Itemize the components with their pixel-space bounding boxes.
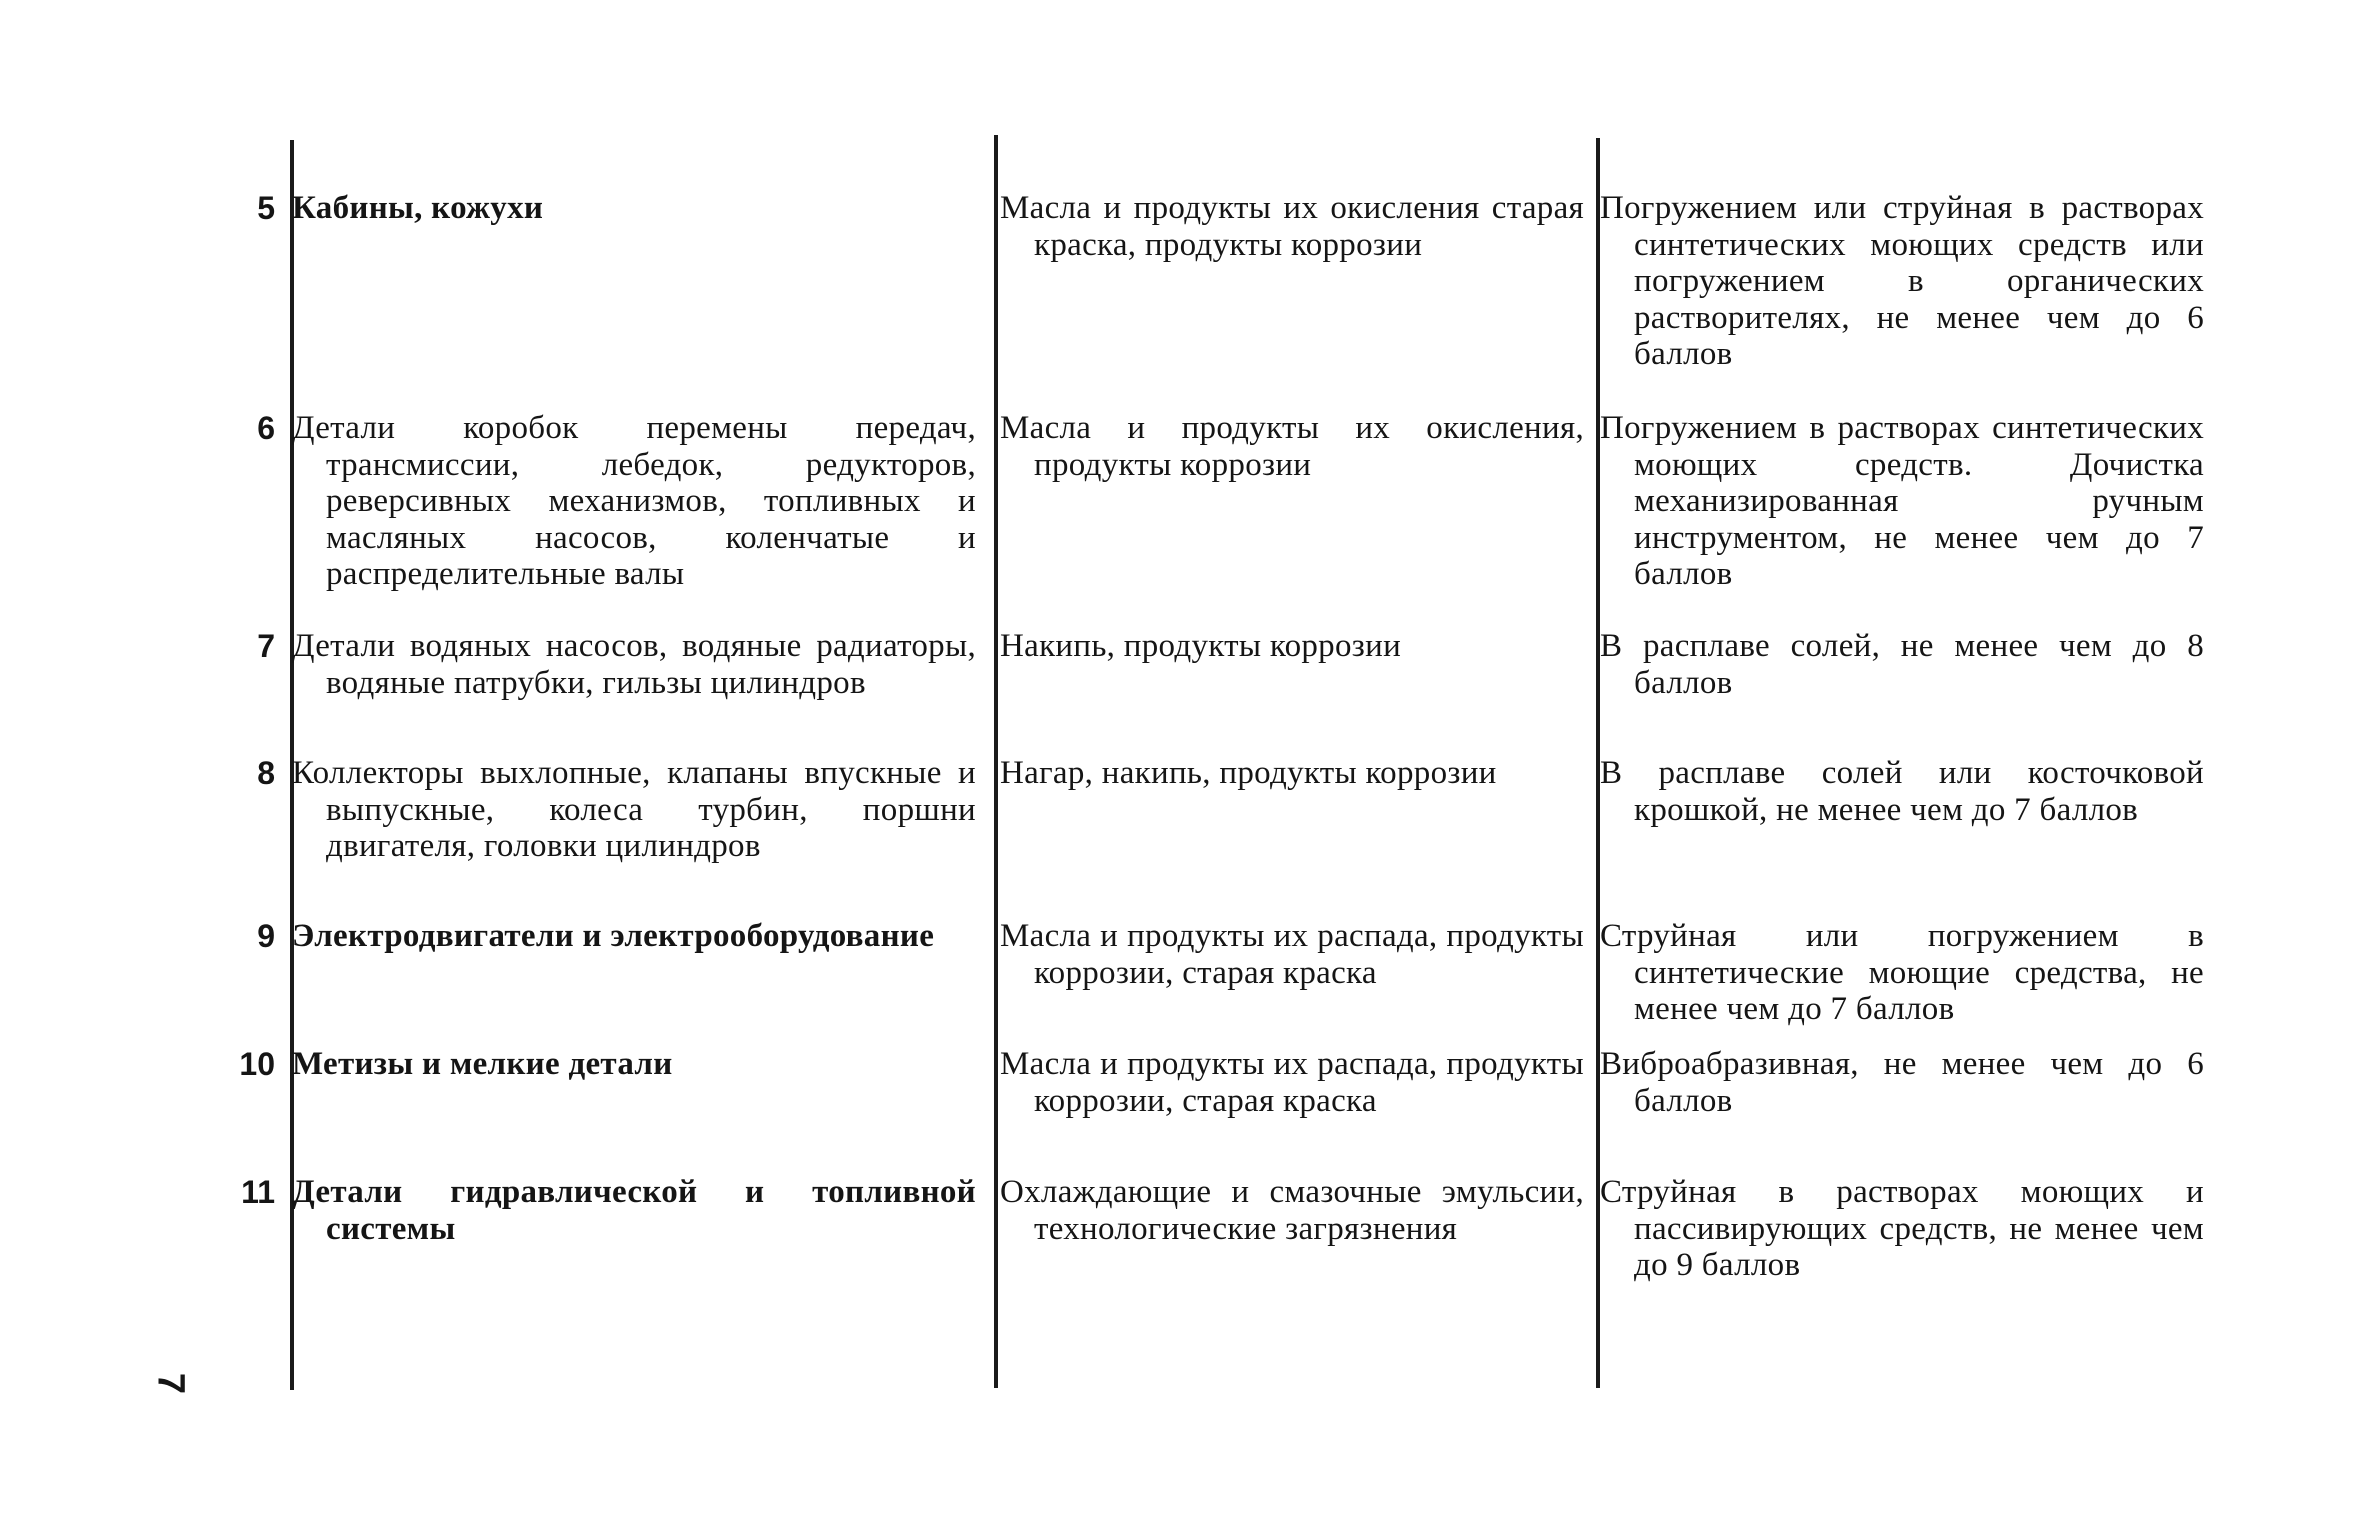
method-cell: В расплаве солей, не менее чем до 8 баллов [1600,628,2204,701]
part-cell: Метизы и мелкие детали [292,1046,673,1082]
method-cell: Погружением в растворах синтетических моющих средств. Дочистка механизированная ручным инструментом, не менее чем до 7 баллов [1600,410,2204,592]
row-number: 10 [239,1046,275,1082]
row-number: 9 [257,918,275,954]
part-cell: Детали коробок перемены передач, трансмиссии, лебедок, редукторов, реверсивных механизмов, топливных и масляных насосов, коленчатые и распределительные валы [292,410,976,592]
method-cell: В расплаве солей или косточковой крошкой, не менее чем до 7 баллов [1600,755,2204,828]
row-number: 5 [257,190,275,226]
part-cell: Детали водяных насосов, водяные радиаторы, водяные патрубки, гильзы цилиндров [292,628,976,701]
table-rule-middle [994,135,998,1388]
row-number: 6 [257,410,275,446]
method-cell: Погружением или струйная в растворах синтетических моющих средств или погружением в органических растворителях, не менее чем до 6 баллов [1600,190,2204,372]
contaminant-cell: Накипь, продукты коррозии [1000,628,1402,664]
method-cell: Струйная или погружением в синтетические моющие средства, не менее чем до 7 баллов [1600,918,2204,1027]
contaminant-cell: Масла и продукты их распада, продукты коррозии, старая краска [1000,918,1584,991]
contaminant-cell: Масла и продукты их окисления, продукты коррозии [1000,410,1584,483]
part-cell: Детали гидравлической и топливной системы [292,1174,976,1247]
row-number: 11 [241,1174,275,1210]
contaminant-cell: Масла и продукты их окисления старая краска, продукты коррозии [1000,190,1584,263]
contaminant-cell: Нагар, накипь, продукты коррозии [1000,755,1497,791]
part-cell: Электродвигатели и электрооборудование [292,918,935,954]
part-cell: Коллекторы выхлопные, клапаны впускные и выпускные, колеса турбин, поршни двигателя, головки цилиндров [292,755,976,864]
method-cell: Струйная в растворах моющих и пассивирующих средств, не менее чем до 9 баллов [1600,1174,2204,1283]
page-number: 7 [149,1372,192,1395]
contaminant-cell: Охлаждающие и смазочные эмульсии, технологические загрязнения [1000,1174,1584,1247]
part-cell: Кабины, кожухи [292,190,544,226]
row-number: 8 [257,755,275,791]
method-cell: Виброабразивная, не менее чем до 6 баллов [1600,1046,2204,1119]
contaminant-cell: Масла и продукты их распада, продукты коррозии, старая краска [1000,1046,1584,1119]
row-number: 7 [257,628,275,664]
